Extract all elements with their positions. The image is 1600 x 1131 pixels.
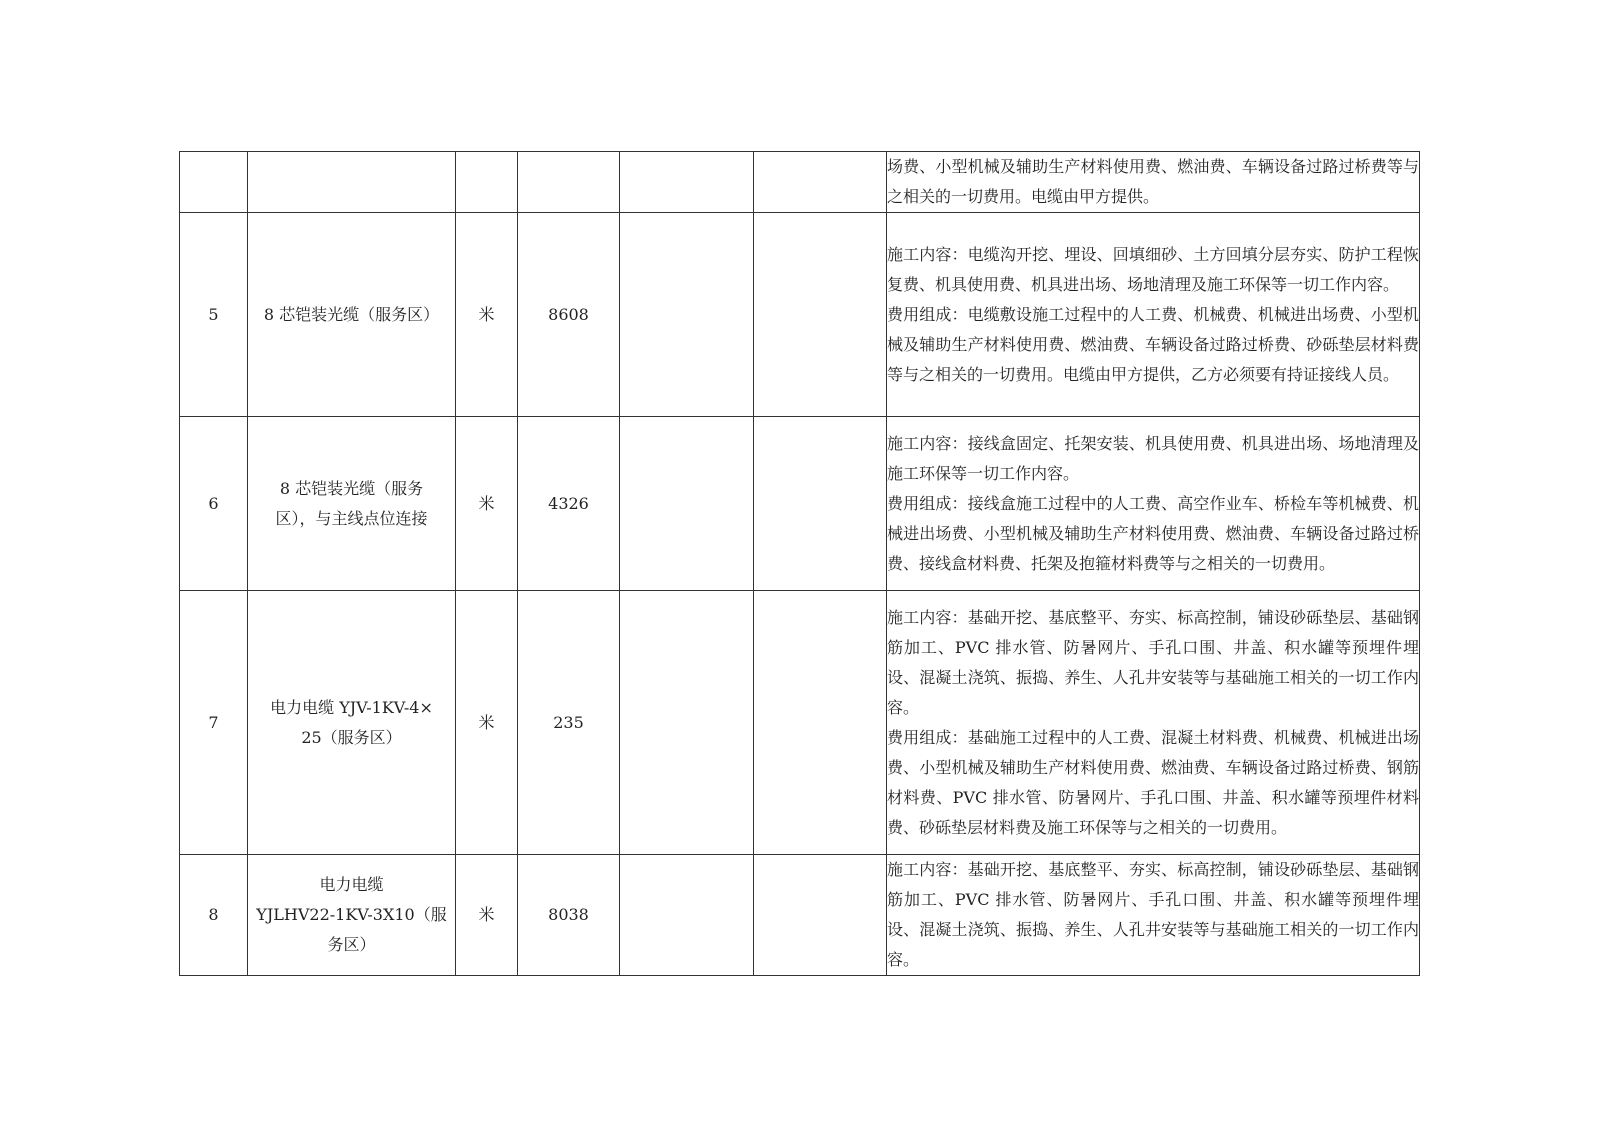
- description-paragraph: 费用组成：基础施工过程中的人工费、混凝土材料费、机械费、机械进出场费、小型机械及辅助生产材料使用费、燃油费、车辆设备过路过桥费、钢筋材料费、PVC 排水管、防暑网片、手孔口围、井盖、积水罐等预埋件材料费、砂砾垫层材料费及施工环保等与之相关的一切费用。: [887, 727, 1419, 837]
- row-number-cell: 6: [180, 417, 248, 591]
- quantity-cell: 8608: [518, 213, 620, 417]
- total-price-cell: [754, 152, 887, 213]
- row-number-cell: 7: [180, 591, 248, 855]
- item-name-cell: [248, 213, 456, 417]
- description-paragraph: 施工内容：电缆沟开挖、埋设、回填细砂、土方回填分层夯实、防护工程恢复费、机具使用费、机具进出场、场地清理及施工环保等一切工作内容。: [887, 244, 1419, 294]
- unit-cell: 米: [456, 591, 518, 855]
- description-cell: [887, 591, 1420, 855]
- item-name-line: 8 芯铠装光缆（服务: [279, 478, 424, 498]
- description-paragraph: 施工内容：基础开挖、基底整平、夯实、标高控制，铺设砂砾垫层、基础钢筋加工、PVC 排水管、防暑网片、手孔口围、井盖、积水罐等预埋件埋设、混凝土浇筑、振捣、养生、人孔井安装等与基础施工相关的一切工作内容。: [887, 607, 1419, 717]
- item-name-line: 务区）: [327, 935, 376, 954]
- cost-table: [179, 151, 1420, 976]
- item-name-cell: [248, 152, 456, 213]
- unit-price-cell: [620, 591, 754, 855]
- table-row: [180, 213, 1420, 417]
- total-price-cell: [754, 417, 887, 591]
- description-paragraph: 场费、小型机械及辅助生产材料使用费、燃油费、车辆设备过路过桥费等与之相关的一切费用。电缆由甲方提供。: [887, 157, 1419, 206]
- item-name-line: 电力电缆 YJV-1KV-4×: [270, 697, 433, 717]
- item-name-cell: [248, 417, 456, 591]
- table-row: [180, 417, 1420, 591]
- unit-cell: 米: [456, 417, 518, 591]
- unit-price-cell: [620, 417, 754, 591]
- description-cell: [887, 855, 1420, 976]
- total-price-cell: [754, 213, 887, 417]
- quantity-cell: 4326: [518, 417, 620, 591]
- unit-cell: 米: [456, 213, 518, 417]
- row-number-cell: 5: [180, 213, 248, 417]
- unit-price-cell: [620, 213, 754, 417]
- description-paragraph: 施工内容：接线盒固定、托架安装、机具使用费、机具进出场、场地清理及施工环保等一切工作内容。: [887, 433, 1419, 483]
- quantity-cell: 8038: [518, 855, 620, 976]
- description-cell: [887, 213, 1420, 417]
- table-row: [180, 152, 1420, 213]
- description-paragraph: 费用组成：电缆敷设施工过程中的人工费、机械费、机械进出场费、小型机械及辅助生产材料使用费、燃油费、车辆设备过路过桥费、砂砾垫层材料费等与之相关的一切费用。电缆由甲方提供，乙方必须要有持证接线人员。: [887, 304, 1419, 384]
- item-name-line: YJLHV22-1KV-3X10（服: [256, 905, 447, 924]
- item-name-cell: [248, 591, 456, 855]
- item-name-line: 25（服务区）: [301, 727, 402, 747]
- quantity-cell: [518, 152, 620, 213]
- table-row: [180, 591, 1420, 855]
- total-price-cell: [754, 855, 887, 976]
- quantity-cell: 235: [518, 591, 620, 855]
- row-number-cell: [180, 152, 248, 213]
- description-cell: [887, 417, 1420, 591]
- description-cell: [887, 152, 1420, 213]
- description-paragraph: 费用组成：接线盒施工过程中的人工费、高空作业车、桥检车等机械费、机械进出场费、小型机械及辅助生产材料使用费、燃油费、车辆设备过路过桥费、接线盒材料费、托架及抱箍材料费等与之相关的一切费用。: [887, 493, 1419, 573]
- row-number-cell: 8: [180, 855, 248, 976]
- unit-price-cell: [620, 855, 754, 976]
- total-price-cell: [754, 591, 887, 855]
- item-name-line: 8 芯铠装光缆（服务区）: [263, 304, 440, 324]
- description-paragraph: 施工内容：基础开挖、基底整平、夯实、标高控制，铺设砂砾垫层、基础钢筋加工、PVC 排水管、防暑网片、手孔口围、井盖、积水罐等预埋件埋设、混凝土浇筑、振捣、养生、人孔井安装等与基础施工相关的一切工作内容。: [887, 860, 1419, 969]
- unit-cell: [456, 152, 518, 213]
- item-name-line: 区），与主线点位连接: [275, 508, 428, 528]
- item-name-cell: [248, 855, 456, 976]
- item-name-line: 电力电缆: [319, 875, 384, 894]
- unit-cell: 米: [456, 855, 518, 976]
- unit-price-cell: [620, 152, 754, 213]
- table-row: [180, 855, 1420, 976]
